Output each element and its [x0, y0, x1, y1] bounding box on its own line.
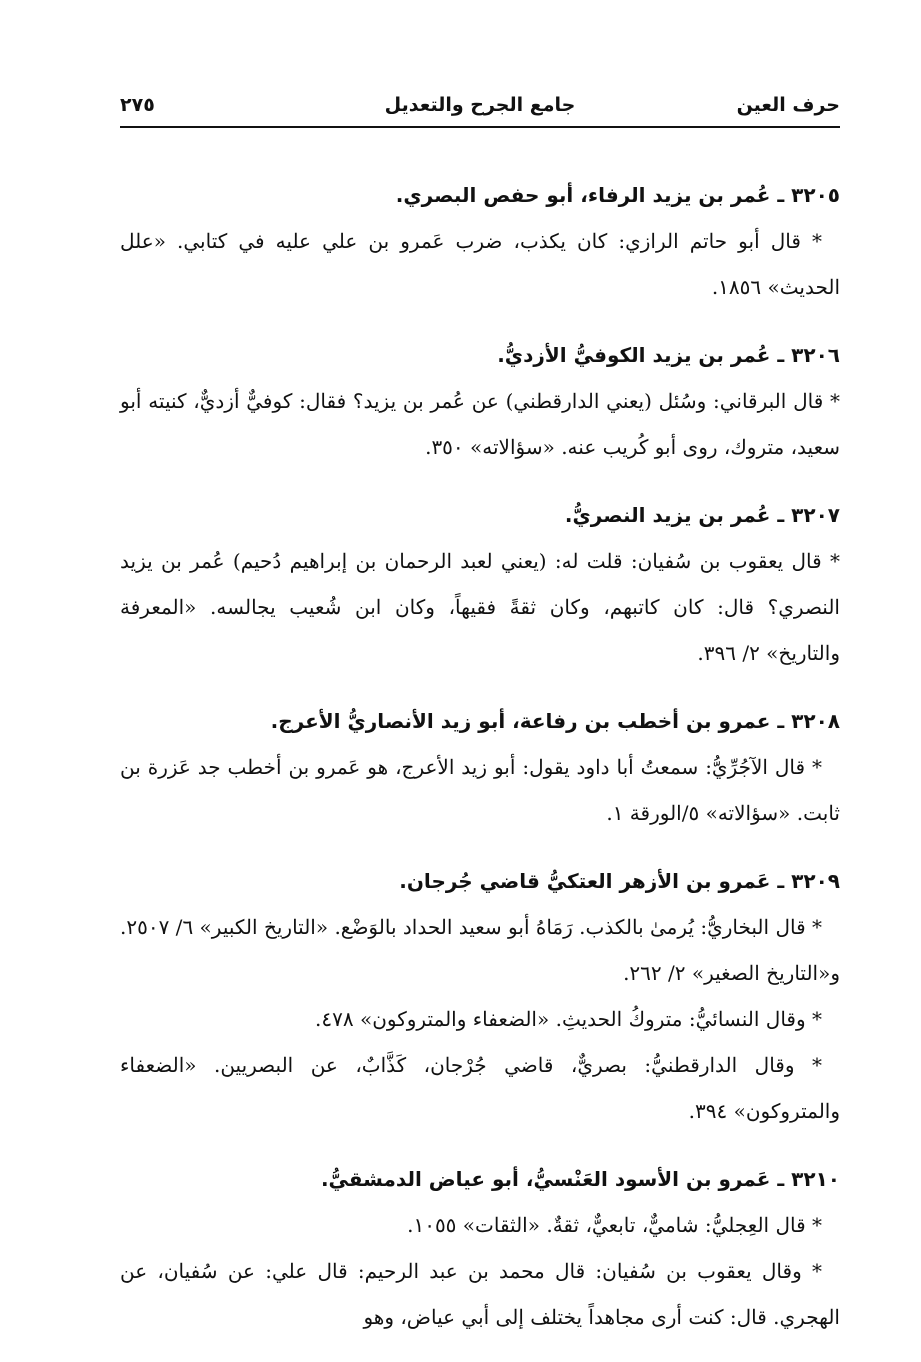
entry-paragraph: * وقال يعقوب بن سُفيان: قال محمد بن عبد الرحيم: قال علي: عن سُفيان، عن الهجري. قال: كنت أرى مجاهداً يختلف إلى أبي عياض، وهو — [120, 1259, 840, 1329]
running-header — [120, 86, 840, 124]
page — [120, 86, 840, 1362]
entry-paragraph: * قال البرقاني: وسُئل (يعني الدارقطني) عن عُمر بن يزيد؟ فقال: كوفيٌّ أزديٌّ، كنيته أبو سعيد، متروك، روى أبو كُريب عنه. «سؤالاته» ٣٥٠. — [120, 389, 840, 459]
entry-title: ٣٢٠٦ ـ عُمر بن يزيد الكوفيُّ الأزديُّ. — [497, 343, 840, 367]
entry-paragraph: * قال يعقوب بن سُفيان: قلت له: (يعني لعبد الرحمان بن إبراهيم دُحيم) عُمر بن يزيد النصري؟ قال: كان كاتبهم، وكان ثقةً فقيهاً، وكان ابن شُعيب يجالسه. «المعرفة والتاريخ» ٢/ ٣٩٦. — [120, 549, 840, 665]
entry-paragraph: * قال البخاريُّ: يُرمىٰ بالكذب. رَمَاهُ أبو سعيد الحداد بالوَضْع. «التاريخ الكبير» ٦/ ٢٥٠٧. و«التاريخ الصغير» ٢/ ٢٦٢. — [120, 915, 840, 985]
entry-paragraph: * قال أبو حاتم الرازي: كان يكذب، ضرب عَمرو بن علي عليه في كتابي. «علل الحديث» ١٨٥٦. — [120, 229, 840, 299]
entry-3207 — [120, 492, 840, 676]
header-rule — [120, 126, 840, 128]
entry-paragraph: * وقال النسائيُّ: متروكُ الحديثِ. «الضعفاء والمتروكون» ٤٧٨. — [315, 1007, 822, 1031]
entry-title: ٣٢٠٨ ـ عمرو بن أخطب بن رفاعة، أبو زيد الأنصاريُّ الأعرج. — [270, 709, 840, 733]
entry-paragraph: * قال العِجليُّ: شاميٌّ، تابعيٌّ، ثقةٌ. «الثقات» ١٠٥٥. — [407, 1213, 822, 1237]
entry-paragraph: * قال الآجُرِّيُّ: سمعتُ أبا داود يقول: أبو زيد الأعرج، هو عَمرو بن أخطب جد عَزرة بن ثابت. «سؤالاته» ٥/الورقة ١. — [120, 755, 840, 825]
entry-3205 — [120, 172, 840, 310]
entry-3209 — [120, 858, 840, 1134]
page-body — [120, 172, 840, 1340]
entry-3208 — [120, 698, 840, 836]
entry-3210 — [120, 1156, 840, 1340]
entry-title: ٣٢٠٩ ـ عَمرو بن الأزهر العتكيُّ قاضي جُرجان. — [399, 869, 840, 893]
entry-title: ٣٢٠٧ ـ عُمر بن يزيد النصريُّ. — [564, 503, 840, 527]
entry-3206 — [120, 332, 840, 470]
chapter-title: حرف العين — [736, 94, 840, 116]
page-number: ٢٧٥ — [120, 94, 155, 116]
entry-title: ٣٢٠٥ ـ عُمر بن يزيد الرفاء، أبو حفص البصري. — [395, 183, 840, 207]
book-title: جامع الجرح والتعديل — [384, 94, 576, 116]
entry-paragraph: * وقال الدارقطنيُّ: بصريٌّ، قاضي جُرْجان، كَذَّابٌ، عن البصريين. «الضعفاء والمتروكون» ٣٩٤. — [120, 1053, 840, 1123]
entry-title: ٣٢١٠ ـ عَمرو بن الأسود العَنْسيُّ، أبو عياض الدمشقيُّ. — [320, 1167, 840, 1191]
